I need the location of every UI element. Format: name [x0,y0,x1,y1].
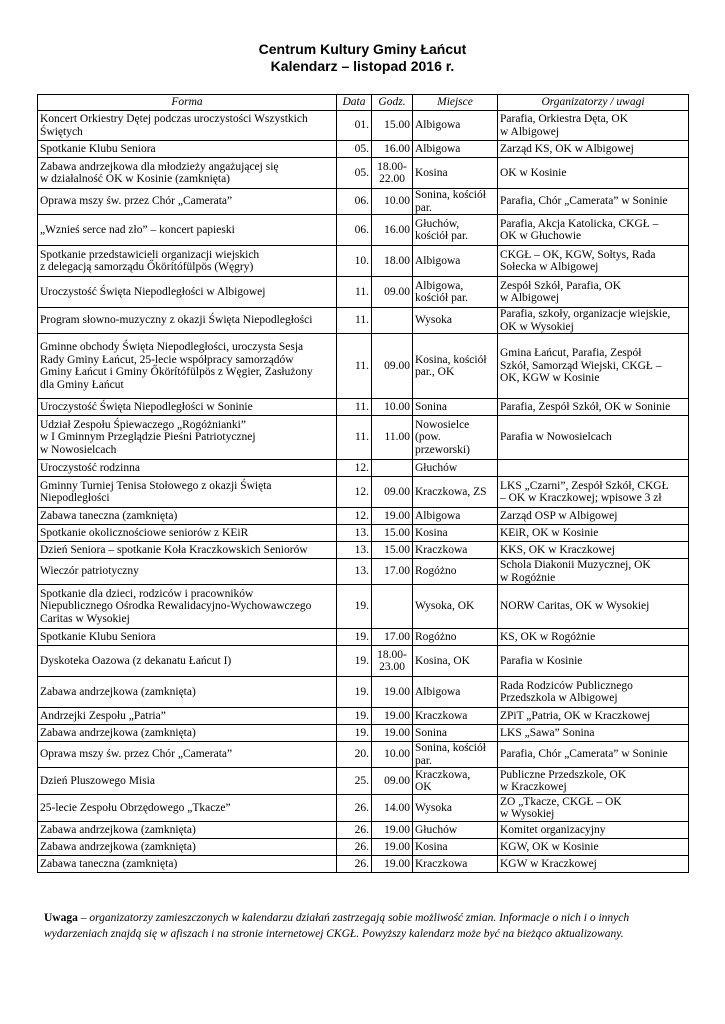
cell-organizatorzy: Rada Rodziców Publicznego Przedszkola w Albigowej [498,677,689,708]
footnote [44,910,684,942]
cell-data: 26. [337,856,372,873]
cell-miejsce: Rogóżno [413,559,498,585]
cell-data: 05. [337,141,372,158]
cell-miejsce: Głuchów, kościół par. [413,215,498,246]
table-row [38,768,689,795]
cell-organizatorzy: Parafia, Akcja Katolicka, CKGŁ – OK w Głuchowie [498,215,689,246]
table-row [38,629,689,646]
table-row [38,277,689,308]
cell-organizatorzy: Publiczne Przedszkole, OK w Kraczkowej [498,768,689,795]
cell-miejsce: Wysoka [413,308,498,334]
cell-godz: 09.00 [372,277,413,308]
column-header-organizatorzy: Organizatorzy / uwagi [498,95,689,111]
cell-data: 06. [337,189,372,215]
cell-forma: Spotkanie Klubu Seniora [38,629,337,646]
cell-miejsce: Kosina [413,525,498,542]
cell-data: 12. [337,508,372,525]
cell-organizatorzy: Schola Diakonii Muzycznej, OK w Rogóżnie [498,559,689,585]
cell-miejsce: Sonina [413,725,498,742]
cell-data: 10. [337,246,372,277]
table-body [38,111,689,873]
cell-forma: Spotkanie okolicznościowe seniorów z KEiR [38,525,337,542]
cell-forma: Zabawa andrzejkowa (zamknięta) [38,677,337,708]
cell-organizatorzy: NORW Caritas, OK w Wysokiej [498,585,689,629]
cell-godz: 10.00 [372,189,413,215]
cell-organizatorzy: Parafia w Nowosielcach [498,416,689,460]
document-header [0,41,725,75]
cell-godz: 19.00 [372,839,413,856]
footnote-label: Uwaga [44,912,78,924]
cell-miejsce: Głuchów [413,822,498,839]
cell-forma: Spotkanie dla dzieci, rodziców i pracowników Niepublicznego Ośrodka Rewalidacyjno-Wychowawczego Caritas w Wysokiej [38,585,337,629]
table-row [38,839,689,856]
cell-data: 25. [337,768,372,795]
table-row [38,399,689,416]
cell-forma: Spotkanie przedstawicieli organizacji wiejskich z delegacją samorządu Őkörítófülpös (Węgry) [38,246,337,277]
cell-data: 26. [337,839,372,856]
cell-godz: 19.00 [372,708,413,725]
cell-miejsce: Albigowa [413,141,498,158]
cell-organizatorzy: OK w Kosinie [498,158,689,189]
footnote-text: – organizatorzy zamieszczonych w kalendarzu działań zastrzegają sobie możliwość zmian. Informacje o nich i o innych wydarzeniach znajdą się w afiszach i na stronie internetowej CKGŁ. Powyższy kalendarz może być na bieżąco aktualizowany. [44,912,630,940]
cell-data: 19. [337,629,372,646]
cell-miejsce: Albigowa [413,677,498,708]
cell-miejsce: Sonina, kościół par. [413,189,498,215]
table-row [38,477,689,508]
cell-miejsce: Kosina, kościół par., OK [413,334,498,399]
cell-miejsce: Sonina [413,399,498,416]
table-row [38,189,689,215]
table-row [38,708,689,725]
cell-organizatorzy: Parafia w Kosinie [498,646,689,677]
column-header-forma: Forma [38,95,337,111]
cell-miejsce: Albigowa [413,111,498,141]
cell-data: 01. [337,111,372,141]
table-row [38,856,689,873]
table-row [38,158,689,189]
cell-forma: Dzień Seniora – spotkanie Koła Kraczkowskich Seniorów [38,542,337,559]
cell-forma: Oprawa mszy św. przez Chór „Camerata” [38,189,337,215]
cell-godz: 10.00 [372,399,413,416]
cell-organizatorzy: Parafia, szkoły, organizacje wiejskie, OK w Wysokiej [498,308,689,334]
cell-miejsce: Kraczkowa [413,856,498,873]
cell-godz: 15.00 [372,542,413,559]
cell-godz [372,460,413,477]
cell-data: 13. [337,542,372,559]
cell-forma: Zabawa taneczna (zamknięta) [38,856,337,873]
cell-godz: 19.00 [372,677,413,708]
cell-data: 13. [337,559,372,585]
cell-forma: Udział Zespołu Śpiewaczego „Rogóżnianki” w I Gminnym Przeglądzie Pieśni Patriotycznej w Nowosielcach [38,416,337,460]
cell-data: 26. [337,795,372,822]
cell-data: 13. [337,525,372,542]
cell-forma: „Wznieś serce nad zło” – koncert papieski [38,215,337,246]
cell-forma: Spotkanie Klubu Seniora [38,141,337,158]
cell-organizatorzy: KEiR, OK w Kosinie [498,525,689,542]
table-row [38,646,689,677]
table-row [38,525,689,542]
cell-miejsce: Kosina [413,839,498,856]
cell-data: 12. [337,460,372,477]
table-row [38,795,689,822]
cell-miejsce: Nowosielce (pow. przeworski) [413,416,498,460]
cell-forma: Uroczystość Święta Niepodległości w Albigowej [38,277,337,308]
table-row [38,725,689,742]
cell-godz: 15.00 [372,111,413,141]
cell-godz [372,308,413,334]
cell-godz: 17.00 [372,559,413,585]
document-subtitle: Kalendarz – listopad 2016 r. [270,58,455,74]
cell-godz: 15.00 [372,525,413,542]
cell-miejsce: Albigowa [413,508,498,525]
cell-organizatorzy: Parafia, Chór „Camerata” w Soninie [498,189,689,215]
cell-godz: 19.00 [372,822,413,839]
cell-godz: 09.00 [372,768,413,795]
cell-data: 19. [337,646,372,677]
table-row [38,508,689,525]
cell-forma: Zabawa andrzejkowa (zamknięta) [38,725,337,742]
cell-miejsce: Kraczkowa [413,708,498,725]
cell-organizatorzy: Zarząd OSP w Albigowej [498,508,689,525]
cell-godz: 19.00 [372,725,413,742]
cell-data: 11. [337,416,372,460]
table-row [38,416,689,460]
table-row [38,215,689,246]
cell-forma: Andrzejki Zespołu „Patria” [38,708,337,725]
cell-data: 05. [337,158,372,189]
cell-forma: Uroczystość Święta Niepodległości w Soninie [38,399,337,416]
cell-organizatorzy: KKS, OK w Kraczkowej [498,542,689,559]
column-header-miejsce: Miejsce [413,95,498,111]
cell-godz: 18.00 [372,246,413,277]
cell-godz: 19.00 [372,856,413,873]
cell-forma: Koncert Orkiestry Dętej podczas uroczystości Wszystkich Świętych [38,111,337,141]
cell-data: 11. [337,334,372,399]
cell-data: 11. [337,399,372,416]
table-header-row [38,95,689,111]
cell-data: 19. [337,677,372,708]
cell-forma: Dzień Pluszowego Misia [38,768,337,795]
table-row [38,111,689,141]
cell-organizatorzy: KGW w Kraczkowej [498,856,689,873]
cell-data: 19. [337,585,372,629]
cell-organizatorzy: Gmina Łańcut, Parafia, Zespół Szkół, Samorząd Wiejski, CKGŁ – OK, KGW w Kosinie [498,334,689,399]
cell-miejsce: Albigowa [413,246,498,277]
cell-organizatorzy: CKGŁ – OK, KGW, Sołtys, Rada Sołecka w Albigowej [498,246,689,277]
cell-organizatorzy: Parafia, Chór „Camerata” w Soninie [498,742,689,768]
cell-godz: 19.00 [372,508,413,525]
cell-data: 19. [337,708,372,725]
table-row [38,822,689,839]
cell-miejsce: Głuchów [413,460,498,477]
cell-miejsce: Kraczkowa, OK [413,768,498,795]
cell-organizatorzy: ZPiT „Patria, OK w Kraczkowej [498,708,689,725]
cell-organizatorzy: KGW, OK w Kosinie [498,839,689,856]
cell-forma: Zabawa andrzejkowa dla młodzieży angażującej się w działalność OK w Kosinie (zamknięta) [38,158,337,189]
cell-miejsce: Kosina, OK [413,646,498,677]
cell-forma: Gminne obchody Święta Niepodległości, uroczysta Sesja Rady Gminy Łańcut, 25-lecie współpracy samorządów Gminy Łańcut i Gminy Őkörítófülpös z Węgier, Zasłużony dla Gminy Łańcut [38,334,337,399]
cell-godz: 16.00 [372,141,413,158]
table-row [38,585,689,629]
cell-miejsce: Albigowa, kościół par. [413,277,498,308]
cell-miejsce: Sonina, kościół par. [413,742,498,768]
cell-data: 26. [337,822,372,839]
cell-organizatorzy: Komitet organizacyjny [498,822,689,839]
cell-data: 12. [337,477,372,508]
column-header-data: Data [337,95,372,111]
cell-godz: 18.00- 23.00 [372,646,413,677]
table-row [38,542,689,559]
cell-organizatorzy: Zarząd KS, OK w Albigowej [498,141,689,158]
cell-miejsce: Kraczkowa [413,542,498,559]
cell-organizatorzy: LKS „Czarni”, Zespół Szkół, CKGŁ – OK w Kraczkowej; wpisowe 3 zł [498,477,689,508]
cell-data: 06. [337,215,372,246]
cell-godz: 09.00 [372,334,413,399]
cell-data: 19. [337,725,372,742]
cell-data: 11. [337,308,372,334]
cell-miejsce: Kosina [413,158,498,189]
cell-organizatorzy: Parafia, Zespół Szkół, OK w Soninie [498,399,689,416]
table-row [38,460,689,477]
cell-forma: Zabawa andrzejkowa (zamknięta) [38,839,337,856]
cell-godz [372,585,413,629]
table-row [38,246,689,277]
cell-godz: 14.00 [372,795,413,822]
table-row [38,308,689,334]
cell-forma: Zabawa andrzejkowa (zamknięta) [38,822,337,839]
cell-godz: 10.00 [372,742,413,768]
column-header-godz: Godz. [372,95,413,111]
cell-forma: Oprawa mszy św. przez Chór „Camerata” [38,742,337,768]
cell-forma: Program słowno-muzyczny z okazji Święta Niepodległości [38,308,337,334]
cell-data: 11. [337,277,372,308]
cell-organizatorzy: KS, OK w Rogóżnie [498,629,689,646]
cell-organizatorzy: Zespół Szkół, Parafia, OK w Albigowej [498,277,689,308]
cell-miejsce: Rogóżno [413,629,498,646]
cell-godz: 17.00 [372,629,413,646]
table-row [38,742,689,768]
cell-forma: Wieczór patriotyczny [38,559,337,585]
calendar-table [37,94,689,873]
cell-godz: 18.00- 22.00 [372,158,413,189]
cell-forma: Gminny Turniej Tenisa Stołowego z okazji Święta Niepodległości [38,477,337,508]
cell-miejsce: Kraczkowa, ZS [413,477,498,508]
cell-godz: 11.00 [372,416,413,460]
cell-organizatorzy: ZO „Tkacze, CKGŁ – OK w Wysokiej [498,795,689,822]
cell-data: 20. [337,742,372,768]
cell-godz: 09.00 [372,477,413,508]
cell-miejsce: Wysoka [413,795,498,822]
cell-forma: 25-lecie Zespołu Obrzędowego „Tkacze” [38,795,337,822]
table-row [38,559,689,585]
cell-forma: Uroczystość rodzinna [38,460,337,477]
cell-forma: Dyskoteka Oazowa (z dekanatu Łańcut I) [38,646,337,677]
table-row [38,334,689,399]
cell-organizatorzy: Parafia, Orkiestra Dęta, OK w Albigowej [498,111,689,141]
table-row [38,141,689,158]
cell-organizatorzy [498,460,689,477]
cell-organizatorzy: LKS „Sawa” Sonina [498,725,689,742]
document-title: Centrum Kultury Gminy Łańcut [258,41,467,57]
cell-miejsce: Wysoka, OK [413,585,498,629]
table-row [38,677,689,708]
cell-forma: Zabawa taneczna (zamknięta) [38,508,337,525]
cell-godz: 16.00 [372,215,413,246]
